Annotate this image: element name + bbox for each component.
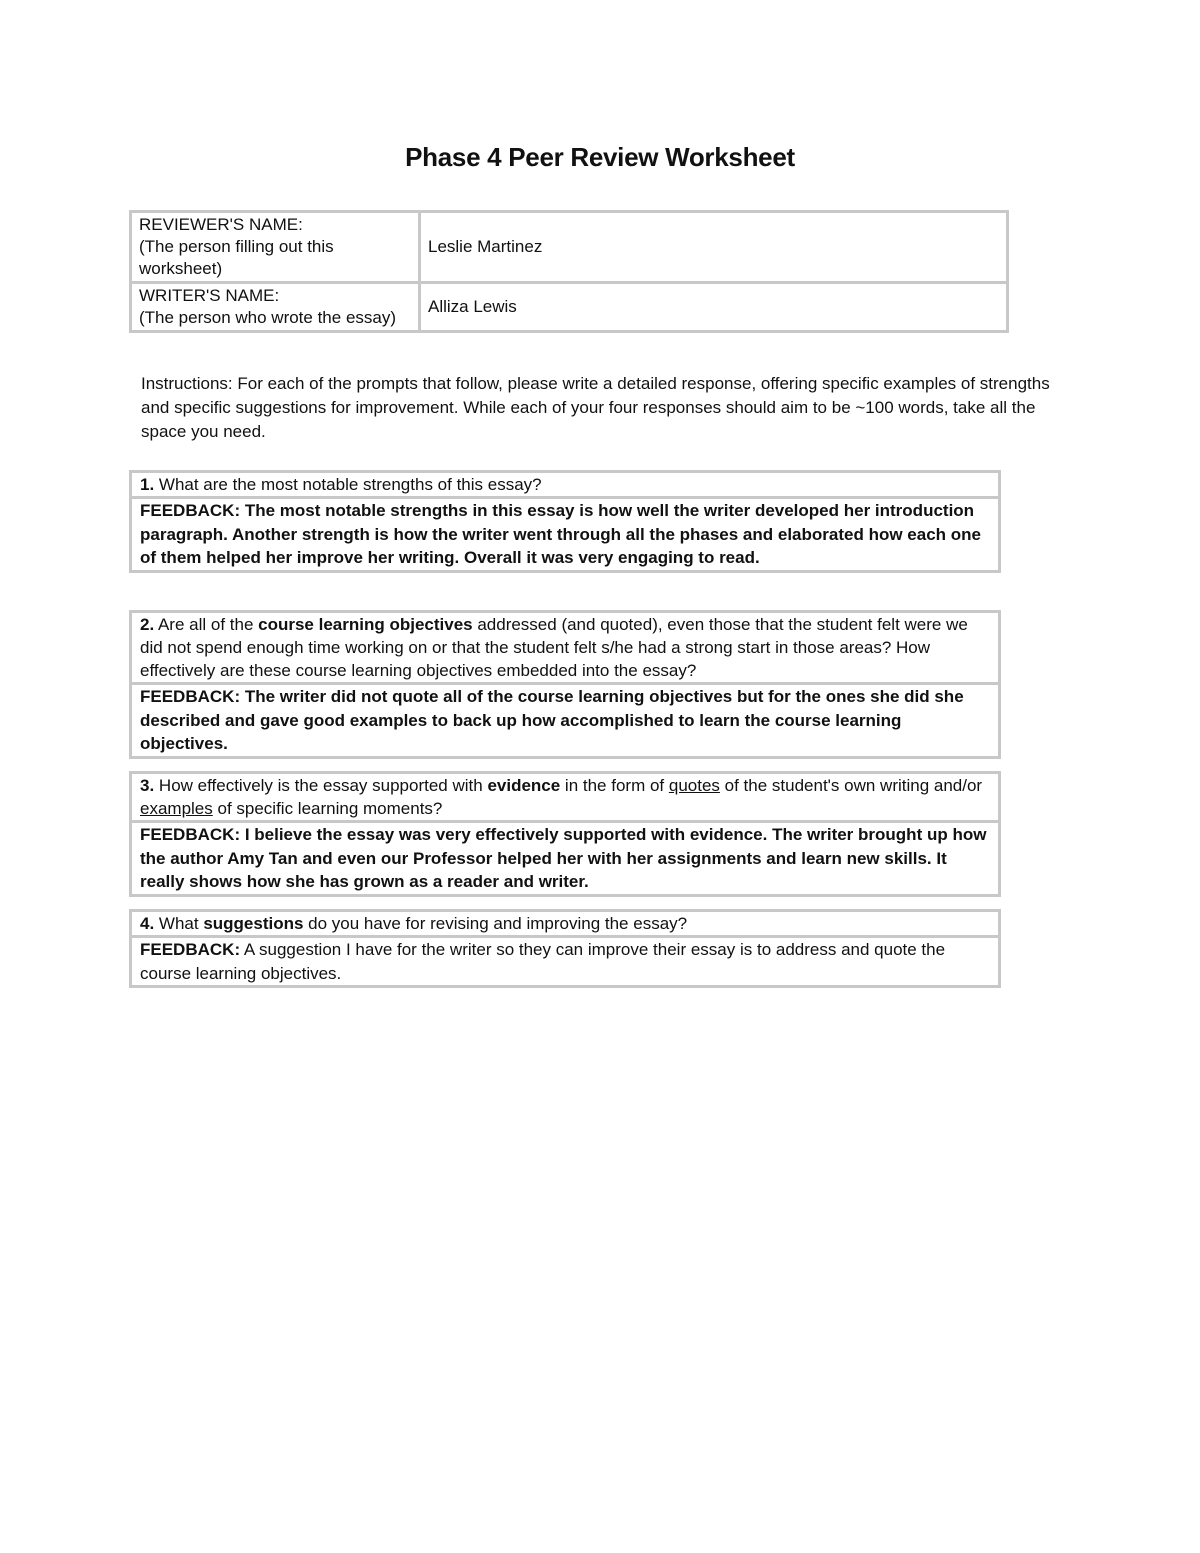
writer-label: WRITER'S NAME: xyxy=(139,286,280,305)
reviewer-label-cell xyxy=(131,212,420,283)
question-3-text-c: of the student's own writing and/or xyxy=(719,776,983,795)
question-3-text-a: How effectively is the essay supported with xyxy=(154,776,488,795)
page-title: Phase 4 Peer Review Worksheet xyxy=(405,142,795,172)
writer-name[interactable]: Alliza Lewis xyxy=(420,283,1008,332)
writer-row xyxy=(131,283,1008,332)
question-4-box xyxy=(129,909,1001,988)
names-table xyxy=(129,210,1009,333)
reviewer-row xyxy=(131,212,1008,283)
question-1-box xyxy=(129,470,1001,573)
writer-label-cell xyxy=(131,283,420,332)
question-2-number: 2. xyxy=(140,615,155,634)
question-3-keyword: evidence xyxy=(487,776,561,795)
question-3-underlined-examples: examples xyxy=(140,799,213,818)
question-2-keyword: course learning objectives xyxy=(258,615,473,634)
question-1-text: What are the most notable strengths of this essay? xyxy=(154,475,542,494)
question-2-prompt xyxy=(132,613,998,685)
question-3-feedback[interactable]: FEEDBACK: I believe the essay was very effectively supported with evidence. The writer brought up how the author Amy Tan and even our Professor helped her with her assignments and learn new skills. It really shows how she has grown as a reader and writer. xyxy=(140,825,987,891)
instructions-paragraph: Instructions: For each of the prompts that follow, please write a detailed response, offering specific examples of strengths and specific suggestions for improvement. While each of your four responses should aim to be ~100 words, take all the space you need. xyxy=(141,374,1050,441)
question-3-underlined-quotes: quotes xyxy=(668,776,720,795)
question-4-text-a: What xyxy=(154,914,204,933)
question-1-prompt xyxy=(132,473,998,499)
question-1-number: 1. xyxy=(140,475,155,494)
question-3-text-b: in the form of xyxy=(560,776,669,795)
question-3-prompt xyxy=(132,774,998,823)
question-4-feedback-text: A suggestion I have for the writer so they can improve their essay is to address and quote the course learning objectives. xyxy=(140,940,946,983)
question-2-feedback[interactable]: FEEDBACK: The writer did not quote all of the course learning objectives but for the ones she did she described and gave good examples to back up how accomplished to learn the course learning objectives. xyxy=(140,687,964,753)
question-4-keyword: suggestions xyxy=(203,914,304,933)
question-4-feedback-label: FEEDBACK: xyxy=(140,940,241,959)
question-4-number: 4. xyxy=(140,914,155,933)
question-3-box xyxy=(129,771,1001,897)
writer-label-note: (The person who wrote the essay) xyxy=(139,308,397,327)
question-2-box xyxy=(129,610,1001,759)
question-4-prompt xyxy=(132,912,998,938)
question-1-feedback[interactable]: FEEDBACK: The most notable strengths in this essay is how well the writer developed her introduction paragraph. Another strength is how the writer went through all the phases and elaborated how each one of them helped her improve her writing. Overall it was very engaging to read. xyxy=(140,501,981,567)
reviewer-label: REVIEWER'S NAME: xyxy=(139,215,303,234)
question-3-text-d: of specific learning moments? xyxy=(212,799,443,818)
question-4-feedback[interactable] xyxy=(132,938,998,985)
question-2-text-a: Are all of the xyxy=(154,615,259,634)
reviewer-label-note: (The person filling out this worksheet) xyxy=(139,237,334,278)
reviewer-name[interactable]: Leslie Martinez xyxy=(420,212,1008,283)
question-3-number: 3. xyxy=(140,776,155,795)
question-2-text-b: addressed (and quoted), even those that the student felt were we did not spend enough time working on or that the student felt s/he had a strong start in those areas? How effectively are these course learning objectives embedded into the essay? xyxy=(140,615,968,680)
question-4-text-b: do you have for revising and improving the essay? xyxy=(303,914,688,933)
